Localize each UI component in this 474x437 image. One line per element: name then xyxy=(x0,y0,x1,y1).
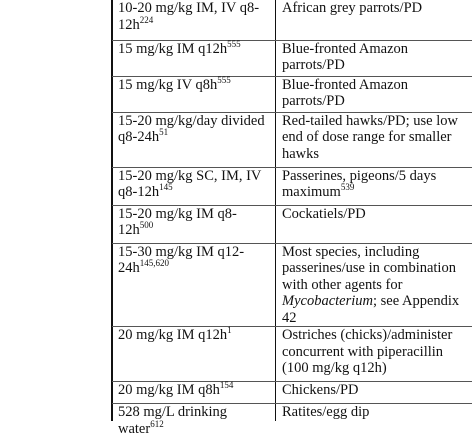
table-row xyxy=(112,327,472,382)
table-row xyxy=(112,0,472,40)
table-row xyxy=(112,76,472,112)
dose-cell: 528 mg/L drinking water$^{612}$ xyxy=(112,404,276,437)
species-note-cell: Chickens/PD xyxy=(276,382,472,404)
dose-cell: 15 mg/kg IM $q12h^{555}$ xyxy=(112,40,276,76)
species-note-cell: African grey parrots/PD xyxy=(276,0,472,40)
dose-cell: 15-20 mg/kg SC, IM, IV $q8-12h^{145}$ xyxy=(112,167,276,205)
dose-cell: 20 mg/kg IM $q12h^1$ xyxy=(112,327,276,382)
table-row xyxy=(112,382,472,404)
species-note-cell: Blue-fronted Amazon parrots/PD xyxy=(276,40,472,76)
species-note-cell: Blue-fronted Amazon parrots/PD xyxy=(276,76,472,112)
species-note-cell: Most species, including passerines/use in combination with other agents for Mycobacterium; see Appendix 42 xyxy=(276,243,472,327)
table-row xyxy=(112,40,472,76)
species-note-cell: Red-tailed hawks/PD; use low end of dose range for smaller hawks xyxy=(276,112,472,167)
dosing-table xyxy=(112,0,472,437)
table-row xyxy=(112,205,472,243)
table-row xyxy=(112,167,472,205)
dose-cell: 15 mg/kg IV $q8h^{555}$ xyxy=(112,76,276,112)
organism-name: Mycobacterium xyxy=(282,293,373,309)
dose-cell: 15-20 mg/kg/day divided $q8-24h^{51}$ xyxy=(112,112,276,167)
species-note-cell: Ostriches (chicks)/administer concurrent with piperacillin (100 mg/kg q12h) xyxy=(276,327,472,382)
species-note-cell: Passerines, pigeons/5 days maximum$^{539}$ xyxy=(276,167,472,205)
species-note-cell: Cockatiels/PD xyxy=(276,205,472,243)
dose-cell: 15-30 mg/kg IM $q12-24h^{145,620}$ xyxy=(112,243,276,327)
table-row xyxy=(112,243,472,327)
species-note-cell: Ratites/egg dip xyxy=(276,404,472,437)
table-row xyxy=(112,112,472,167)
dose-cell: 10-20 mg/kg IM, IV $q8-12h^{224}$ xyxy=(112,0,276,40)
dose-cell: 20 mg/kg IM $q8h^{154}$ xyxy=(112,382,276,404)
table-row xyxy=(112,404,472,437)
dose-cell: 15-20 mg/kg IM $q8-12h^{500}$ xyxy=(112,205,276,243)
